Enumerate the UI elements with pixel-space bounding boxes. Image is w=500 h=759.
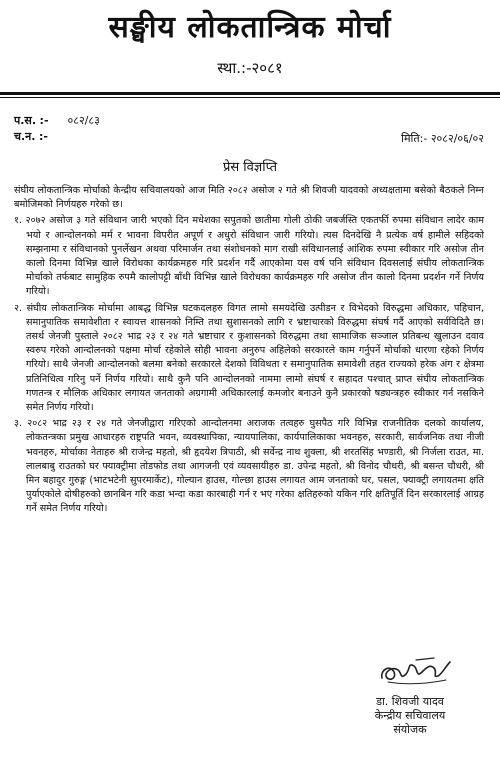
- organization-title: सङ्घीय लोकतान्त्रिक मोर्चा: [108, 10, 392, 45]
- dispatch-row: च.न. :-: [14, 130, 48, 143]
- header-rule-thin: [0, 97, 500, 98]
- reference-number: ०८२/८३: [67, 114, 100, 127]
- press-release-body: [14, 184, 484, 519]
- signatory-name: डा. शिवजी यादव: [376, 695, 444, 708]
- handwritten-signature: [376, 652, 456, 688]
- decision-item-3: ३. २०८२ भाद्र २३ र २४ गते जेनजीद्वारा गरिएको आन्दोलनमा अराजक तत्वहरु घुसपैठ गरि विभिन्न राजनीतिक दलको कार्यालय, लोकतन्त्रका प्रमुख आधारहरु राष्ट्रपति भवन, व्यवस्थापिका, न्यायपालिका, कार्यपालिकाका भवनहरु, सरकारी, सार्वजनिक तथा नीजी भवनहरु, मोर्चाका नेताहरु श्री राजेन्द्र महतो, श्री हृदयेश त्रिपाठी, श्री सर्वेन्द्र नाथ शुक्ला, श्री शरतसिंह भण्डारी, श्री निर्जला राउत, मा. लालबाबु राउतको घर फ्याक्ट्रीमा तोडफोड तथा आगजनी एवं व्यवसायीहरु डा. उपेन्द्र महतो, श्री विनोद चौधरी, श्री बसन्त चौधरी, श्री मिन बहादुर गुरुङ्ग (भाटभटेनी सुपरमार्केट), गोल्यान हाउस, गोल्छा हाउस लगायत आम जनताको घर, पसल, फ्याक्ट्री लगायतमा क्षति पुर्याएकोले दोषीहरुको छानबिन गरि कडा भन्दा कडा कारबाही गर्न र भए गरेका क्षतिहरुको यकिन गरि क्षतिपूर्ति दिन सरकारलाई आग्रह गर्ने समेत निर्णय गरियो।: [14, 418, 484, 515]
- reference-label: प.स.: [14, 114, 37, 127]
- signatory-body: केन्द्रीय सचिवालय: [374, 709, 446, 722]
- header-rule-thick: [0, 92, 500, 95]
- signatory-role: संयोजक: [393, 723, 427, 736]
- decision-item-1: १. २०७२ असोज ३ गते संविधान जारी भएको दिन मधेशका सपुतको छातीमा गोली ठोकी जबर्जस्ति एकतर्फी रुपमा संविधान लादेर काम भयो र आन्दोलनको मर्म र भावना विपरीत अपूर्ण र अधुरो संविधान जारी गरियो। त्यस दिनदेखि नै प्रत्येक वर्ष हामीले सहिदको सम्झनामा र संविधानको पुनर्लेखन अथवा परिमार्जन तथा संशोधनको माग राखी संविधानलाई आंशिक रुपमा स्वीकार गरि असोज तीन कालो दिनमा विभिन्न खाले विरोधका कार्यक्रमहरु गरि प्रदर्शन गर्दै आएकोमा यस वर्ष पनि संविधान दिवसलाई संघीय लोकतान्त्रिक मोर्चाको तर्फबाट सामुहिक रुपमै कालोपट्टी बाँधी विभिन्न खाले विरोधका कार्यक्रमहरु गरि असोज तीन कालो दिनमा प्रदर्शन गर्ने निर्णय गरियो।: [14, 215, 484, 298]
- decision-item-2: २. संघीय लोकतान्त्रिक मोर्चामा आबद्ध विभिन्न घटकदलहरु विगत लामो समयदेखि उत्पीडन र विभेदको विरुद्धमा अधिकार, पहिचान, समानुपातिक समावेशीता र स्वायत्त शासनको निम्ति तथा सुशासनको लागि र भ्रष्टाचारको विरुद्धमा संघर्ष गर्दै आएको सर्वविदितै छ। तसर्थ जेनजी पुस्ताले २०८२ भाद्र २३ र २४ गते भ्रष्टाचार र कुशासनको विरुद्धमा तथा सामाजिक सञ्जाल प्रतिबन्ध खुलाउन दवाव स्वरुप गरेको आन्दोलनको पक्षमा मोर्चा रहेकोले सोही भावना अनुरुप अहिलेको सरकारले काम गर्नुपर्ने मोर्चाको धारणा रहेको निर्णय गरियो। साथै जेनजी आन्दोलनको बलमा बनेको सरकारले देशको विविधता र समानुपातिक समावेशी तहत राज्यको हरेक अंग र क्षेत्रमा प्रतिनिधित्व गरिनु पर्ने निर्णय गरियो। साथै कुनै पनि आन्दोलनको नाममा लामो संघर्ष र सहादत पश्चात् प्राप्त संघीय लोकतान्त्रिक गणतन्त्र र मौलिक अधिकार लगायत जनताको अग्रगामी अधिकारलाई कमजोर बनाउने कुनै प्रकारको षड्यन्त्रहरु स्वीकार गर्न नसकिने समेत निर्णय गरियो।: [14, 302, 484, 414]
- press-release-heading: प्रेस विज्ञप्ति: [222, 160, 278, 175]
- dispatch-label: च.न.: [14, 130, 36, 143]
- intro-paragraph: संघीय लोकतान्त्रिक मोर्चाको केन्द्रीय सचिवालयको आज मिति २०८२ असोज २ गते श्री शिवजी यादवको अध्यक्षतामा बसेको बैठकले निम्न बमोजिमको निर्णयहरु गरेको छ।: [14, 185, 484, 211]
- reference-row: प.स. :- ०८२/८३: [14, 114, 100, 127]
- established-year: स्था.:-२०८१: [217, 59, 283, 77]
- document-date: मिति:- २०८२/०६/०२: [401, 132, 484, 145]
- signatory-block: [330, 695, 490, 737]
